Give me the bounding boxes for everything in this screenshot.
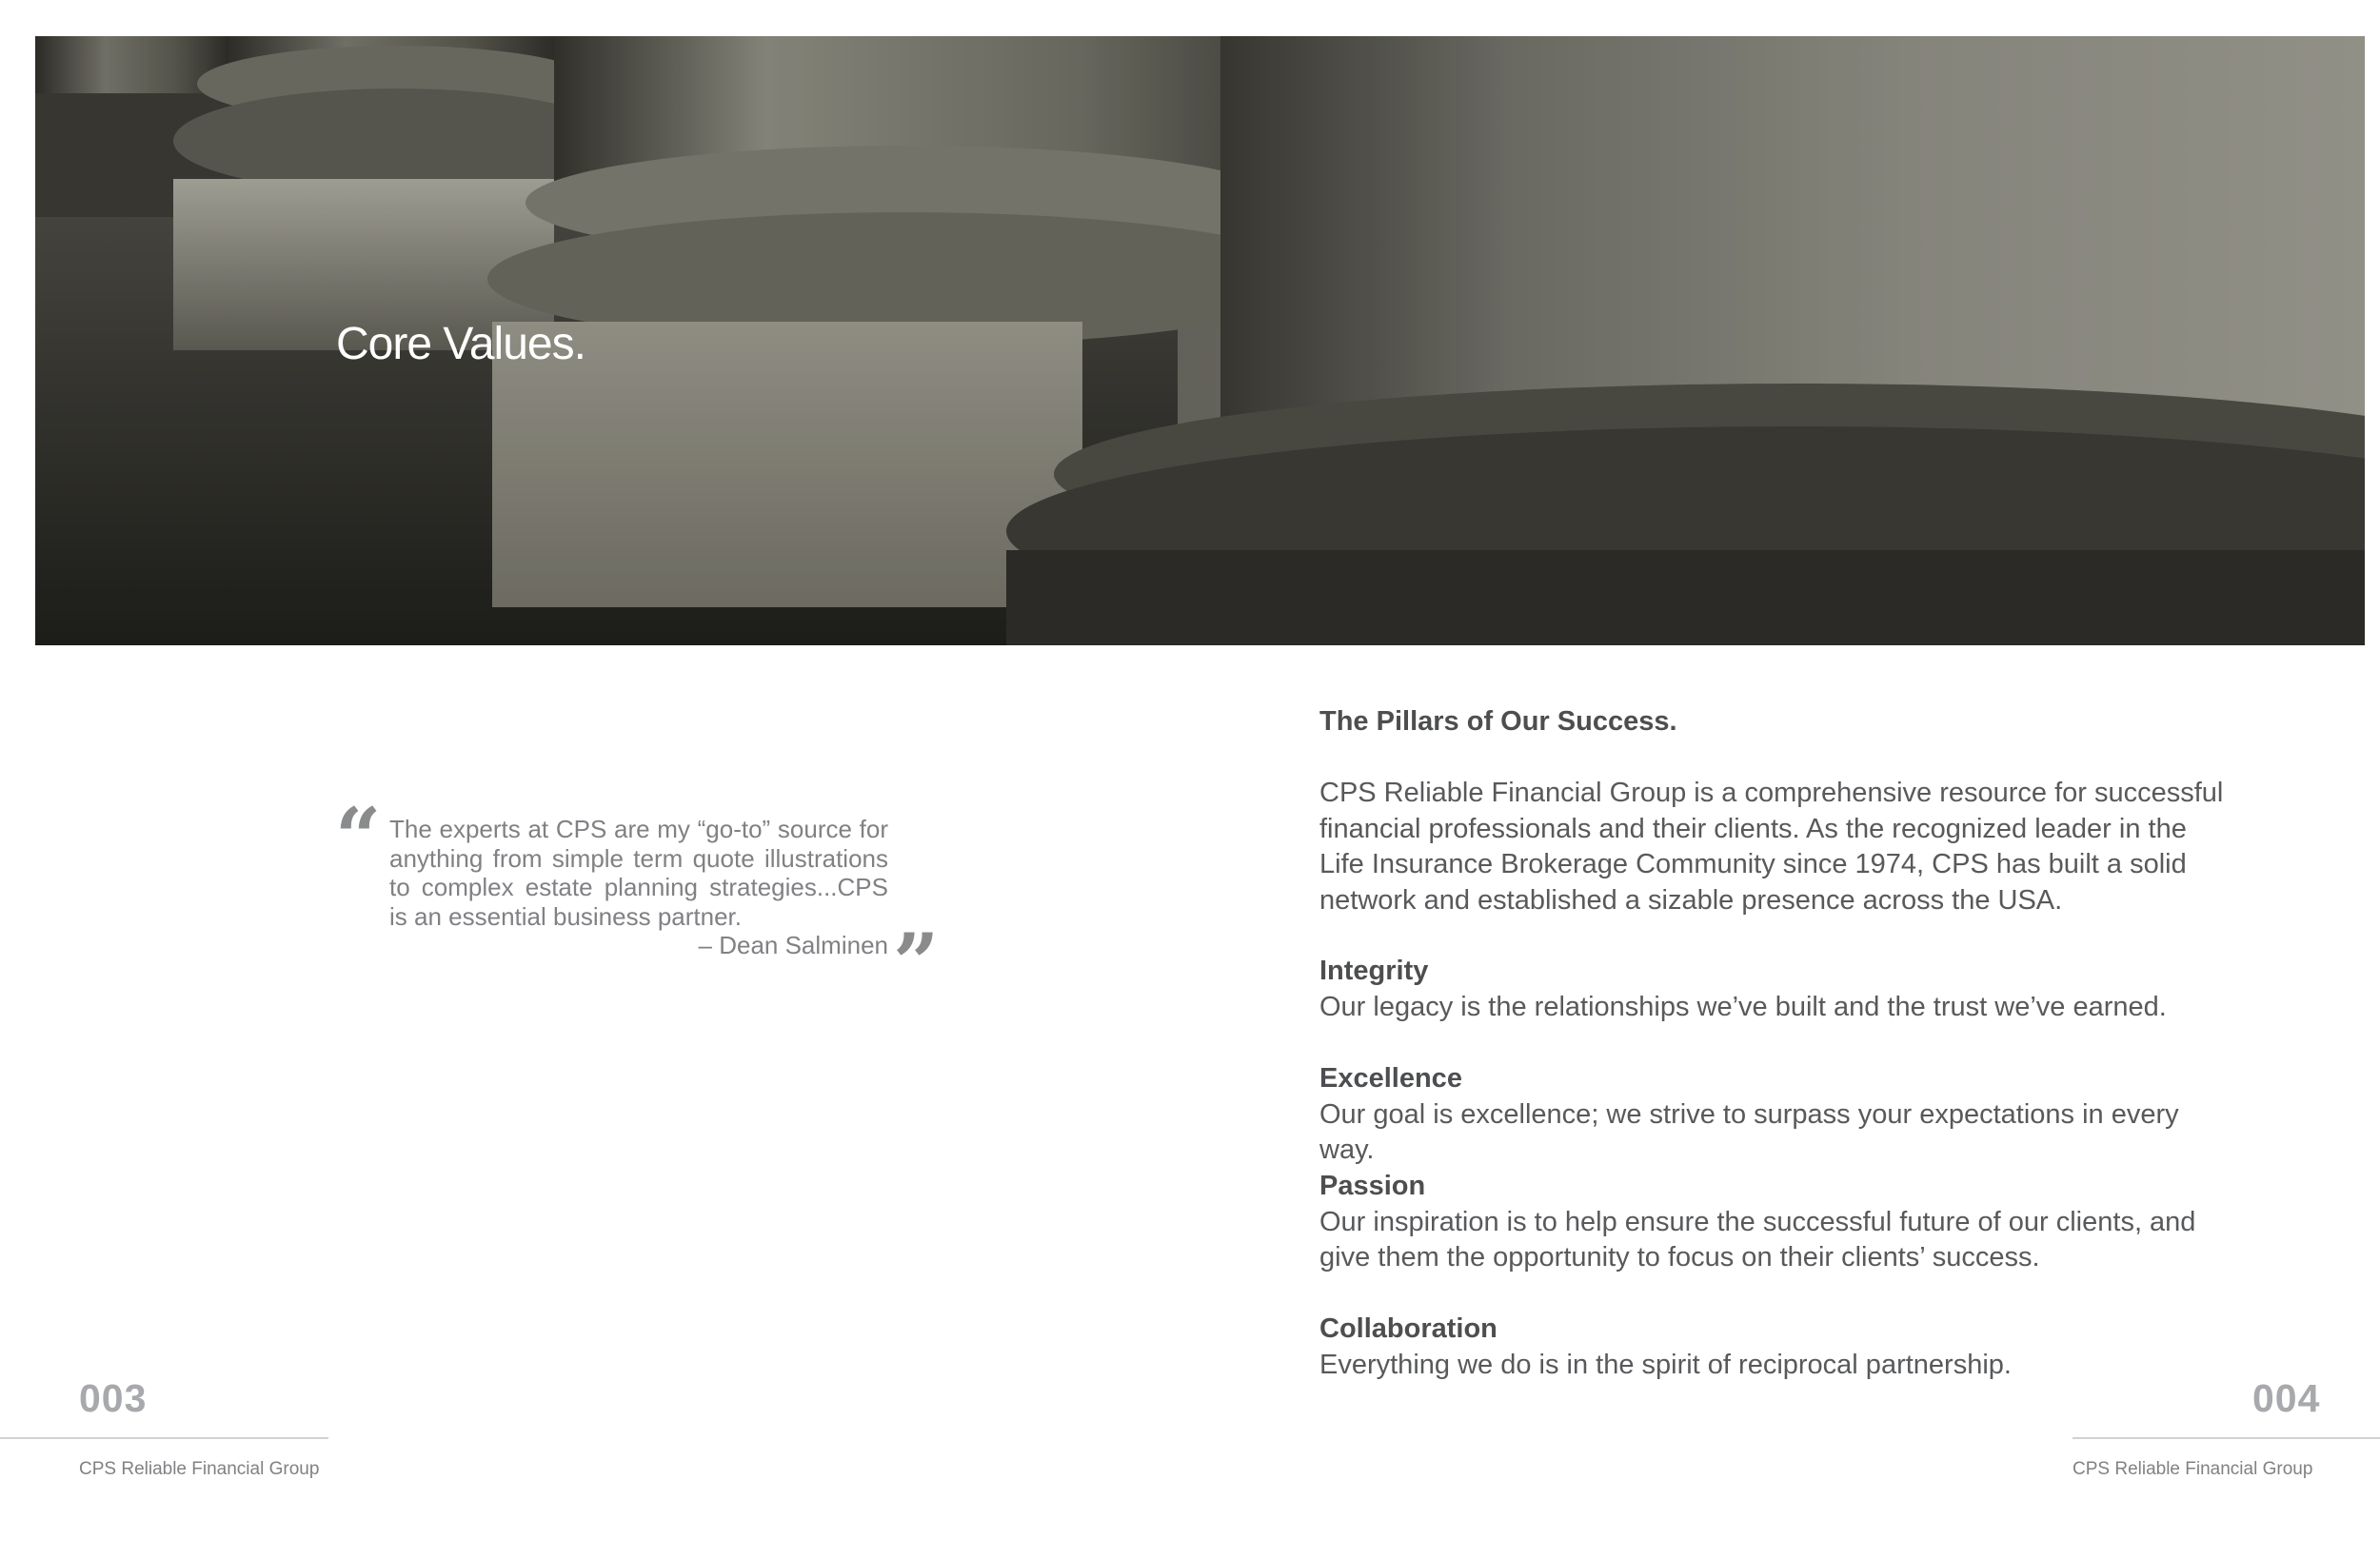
page-number-left: 003 [79,1376,148,1420]
footer-company-left: CPS Reliable Financial Group [79,1459,320,1479]
footer-company-right: CPS Reliable Financial Group [2073,1459,2313,1479]
value-text: Our goal is excellence; we strive to surpass your expectations in every way. [1319,1098,2179,1165]
value-title: Excellence [1319,1063,1462,1094]
open-quote-icon: “ [335,790,382,884]
hero-image [35,36,2365,645]
quote-author: – Dean Salminen [698,931,888,959]
value-collaboration [1319,1312,2224,1383]
value-text: Our legacy is the relationships we’ve built and the trust we’ve earned. [1319,991,2167,1022]
footer-divider-right [2073,1437,2380,1439]
page-number-right: 004 [2252,1376,2321,1420]
footer-divider-left [0,1437,328,1439]
value-text: Everything we do is in the spirit of reciprocal partnership. [1319,1349,2012,1380]
close-quote-icon: ” [893,916,940,1010]
value-passion [1319,1169,2224,1276]
value-title: Integrity [1319,956,1429,986]
intro-paragraph: CPS Reliable Financial Group is a comprehensive resource for successful financial professionals and their clients. As the recognized leader in the Life Insurance Brokerage Community since 1974, CPS has built a solid network and established a sizable presence across the USA. [1319,778,2224,916]
section-heading: The Pillars of Our Success. [1319,706,1677,737]
quote-text: The experts at CPS are my “go-to” source for anything from simple term quote illustrations to complex estate planning strategies...CPS is an essential business partner. [389,815,888,931]
value-integrity [1319,954,2224,1025]
value-excellence [1319,1061,2224,1169]
page-title: Core Values. [336,319,585,369]
value-text: Our inspiration is to help ensure the successful future of our clients, and give them the opportunity to focus on their clients’ success. [1319,1206,2196,1273]
value-title: Collaboration [1319,1313,1497,1344]
value-title: Passion [1319,1171,1426,1201]
